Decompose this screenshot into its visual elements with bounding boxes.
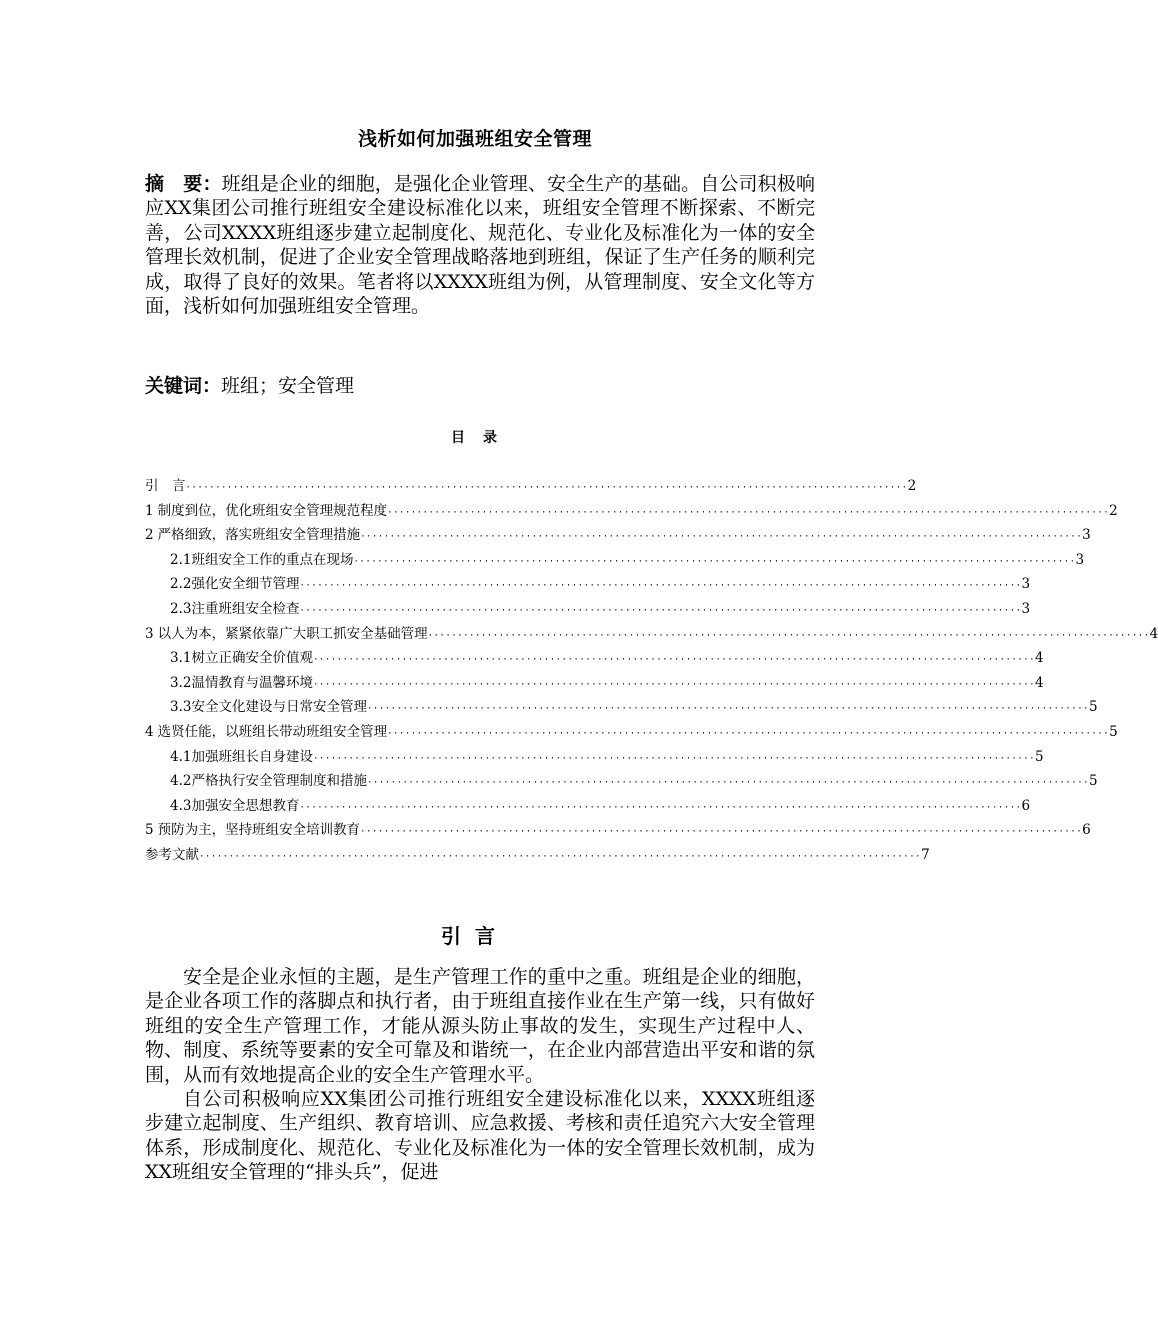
toc-entry-label: 预防为主，坚持班组安全培训教育 (157, 822, 361, 839)
toc-entry-number: 5 (145, 822, 154, 839)
toc-entry-page: 4 (1149, 625, 1158, 642)
toc-entry-page: 2 (1109, 502, 1118, 519)
toc-entry-page: 5 (1089, 699, 1098, 716)
toc-dot-leader: ·························································································································· (353, 556, 1076, 567)
table-of-contents (145, 474, 1158, 868)
toc-dot-leader: ·························································································································· (387, 728, 1110, 739)
toc-entry-number: 4.1 (170, 748, 192, 765)
toc-dot-leader: ·························································································································· (299, 605, 1022, 616)
toc-dot-leader: ·························································································································· (366, 704, 1090, 715)
keywords-line (145, 373, 354, 399)
toc-dot-leader: ·························································································································· (360, 827, 1083, 838)
toc-entry-label: 温情教育与温馨环境 (191, 674, 313, 691)
toc-entry-label: 参考文献 (145, 846, 199, 863)
keywords-text: 班组；安全管理 (221, 375, 355, 397)
toc-entry-number: 2.2 (170, 576, 192, 593)
toc-entry-page: 3 (1082, 527, 1091, 544)
toc-entry-page: 2 (907, 478, 917, 494)
toc-entry-number: 2.3 (170, 600, 192, 617)
keywords-label: 关键词： (145, 375, 222, 397)
toc-entry-page: 5 (1035, 748, 1044, 765)
toc-entry-page: 4 (1035, 674, 1044, 691)
toc-entry[interactable] (145, 499, 1118, 524)
toc-entry[interactable] (145, 622, 1158, 647)
toc-entry[interactable] (145, 523, 1091, 548)
toc-entry-page: 7 (921, 846, 930, 863)
toc-entry[interactable] (145, 794, 1031, 819)
intro-heading: 引言 (441, 924, 509, 948)
toc-entry-label: 严格执行安全管理制度和措施 (191, 773, 367, 790)
toc-dot-leader: ·························································································································· (366, 778, 1090, 789)
toc-entry-number: 1 (145, 502, 154, 519)
toc-entry-label: 加强班组长自身建设 (191, 748, 313, 765)
toc-entry-page: 5 (1109, 723, 1118, 740)
intro-paragraph-1: 安全是企业永恒的主题，是生产管理工作的重中之重。班组是企业的细胞，是企业各项工作的落脚点和执行者，由于班组直接作业在生产第一线，只有做好班组的安全生产管理工作，才能从源头防止事故的发生，实现生产过程中人、物、制度、系统等要素的安全可靠及和谐统一，在企业内部营造出平安和谐的氛围，从而有效地提高企业的安全生产管理水平。 (145, 966, 815, 1086)
toc-entry-label: 制度到位，优化班组安全管理规范程度 (157, 502, 388, 519)
toc-entry-number: 4.2 (170, 773, 192, 790)
toc-dot-leader: ·························································································································· (387, 507, 1110, 518)
toc-entry[interactable] (145, 474, 917, 499)
toc-dot-leader: ·························································································································· (427, 630, 1150, 641)
toc-dot-leader: ·························································································································· (312, 655, 1036, 666)
toc-entry-page: 3 (1021, 576, 1031, 593)
toc-entry-number: 3.1 (170, 650, 192, 667)
toc-entry-label: 以人为本，紧紧依靠广大职工抓安全基础管理 (157, 625, 428, 642)
toc-entry[interactable] (145, 671, 1044, 696)
toc-entry-label: 安全文化建设与日常安全管理 (191, 699, 367, 716)
intro-body (145, 965, 815, 1185)
intro-paragraph-2: 自公司积极响应XX集团公司推行班组安全建设标准化以来，XXXX班组逐步建立起制度、生产组织、教育培训、应急救援、考核和责任追究六大安全管理体系，形成制度化、规范化、专业化及标准化为一体的安全管理长效机制，成为XX班组安全管理的“排头兵”，促进 (145, 1088, 815, 1184)
toc-entry-label: 注重班组安全检查 (191, 600, 300, 617)
toc-entry-label: 班组安全工作的重点在现场 (191, 551, 354, 568)
toc-entry[interactable] (145, 745, 1044, 770)
toc-entry-number: 4.3 (170, 797, 192, 814)
toc-entry-number: 3 (145, 625, 154, 642)
toc-dot-leader: ·························································································································· (312, 753, 1036, 764)
toc-entry[interactable] (145, 720, 1118, 745)
toc-dot-leader: ·························································································································· (185, 483, 908, 493)
document-title: 浅析如何加强班组安全管理 (357, 128, 592, 150)
toc-entry-number: 2.1 (170, 551, 192, 568)
toc-entry[interactable] (145, 597, 1031, 622)
toc-entry-number: 3.2 (170, 674, 192, 691)
toc-entry[interactable] (145, 769, 1098, 794)
toc-entry-label: 强化安全细节管理 (191, 576, 300, 593)
toc-dot-leader: ·························································································································· (360, 532, 1083, 543)
abstract-label: 摘 要： (145, 173, 222, 195)
toc-entry[interactable] (145, 818, 1091, 843)
toc-entry[interactable] (145, 548, 1085, 573)
toc-entry[interactable] (145, 843, 930, 868)
toc-heading: 目 录 (451, 430, 499, 446)
toc-entry-number: 3.3 (170, 699, 192, 716)
toc-entry-label: 选贤任能，以班组长带动班组安全管理 (157, 723, 388, 740)
toc-entry-page: 6 (1082, 822, 1091, 839)
toc-entry-number: 2 (145, 527, 154, 544)
toc-dot-leader: ·························································································································· (299, 802, 1022, 813)
toc-dot-leader: ·························································································································· (312, 679, 1036, 690)
toc-entry-page: 5 (1089, 773, 1098, 790)
toc-entry[interactable] (145, 646, 1044, 671)
toc-entry-page: 4 (1035, 650, 1044, 667)
toc-entry-label: 树立正确安全价值观 (191, 650, 313, 667)
abstract-paragraph (145, 172, 815, 318)
toc-entry-page: 3 (1075, 551, 1085, 568)
toc-entry-label: 严格细致，落实班组安全管理措施 (157, 527, 361, 544)
toc-entry-label: 引 言 (145, 478, 186, 494)
abstract-text: 班组是企业的细胞，是强化企业管理、安全生产的基础。自公司积极响应XX集团公司推行班组安全建设标准化以来，班组安全管理不断探索、不断完善，公司XXXX班组逐步建立起制度化、规范化、专业化及标准化为一体的安全管理长效机制，促进了企业安全管理战略落地到班组，保证了生产任务的顺利完成，取得了良好的效果。笔者将以XXXX班组为例，从管理制度、安全文化等方面，浅析如何加强班组安全管理。 (145, 173, 815, 318)
toc-entry-page: 6 (1021, 797, 1031, 814)
toc-entry[interactable] (145, 695, 1098, 720)
toc-entry-number: 4 (145, 723, 154, 740)
toc-dot-leader: ·························································································································· (299, 581, 1022, 592)
toc-entry[interactable] (145, 572, 1031, 597)
toc-entry-page: 3 (1021, 600, 1031, 617)
toc-entry-label: 加强安全思想教育 (191, 797, 300, 814)
toc-dot-leader: ·························································································································· (199, 851, 922, 862)
